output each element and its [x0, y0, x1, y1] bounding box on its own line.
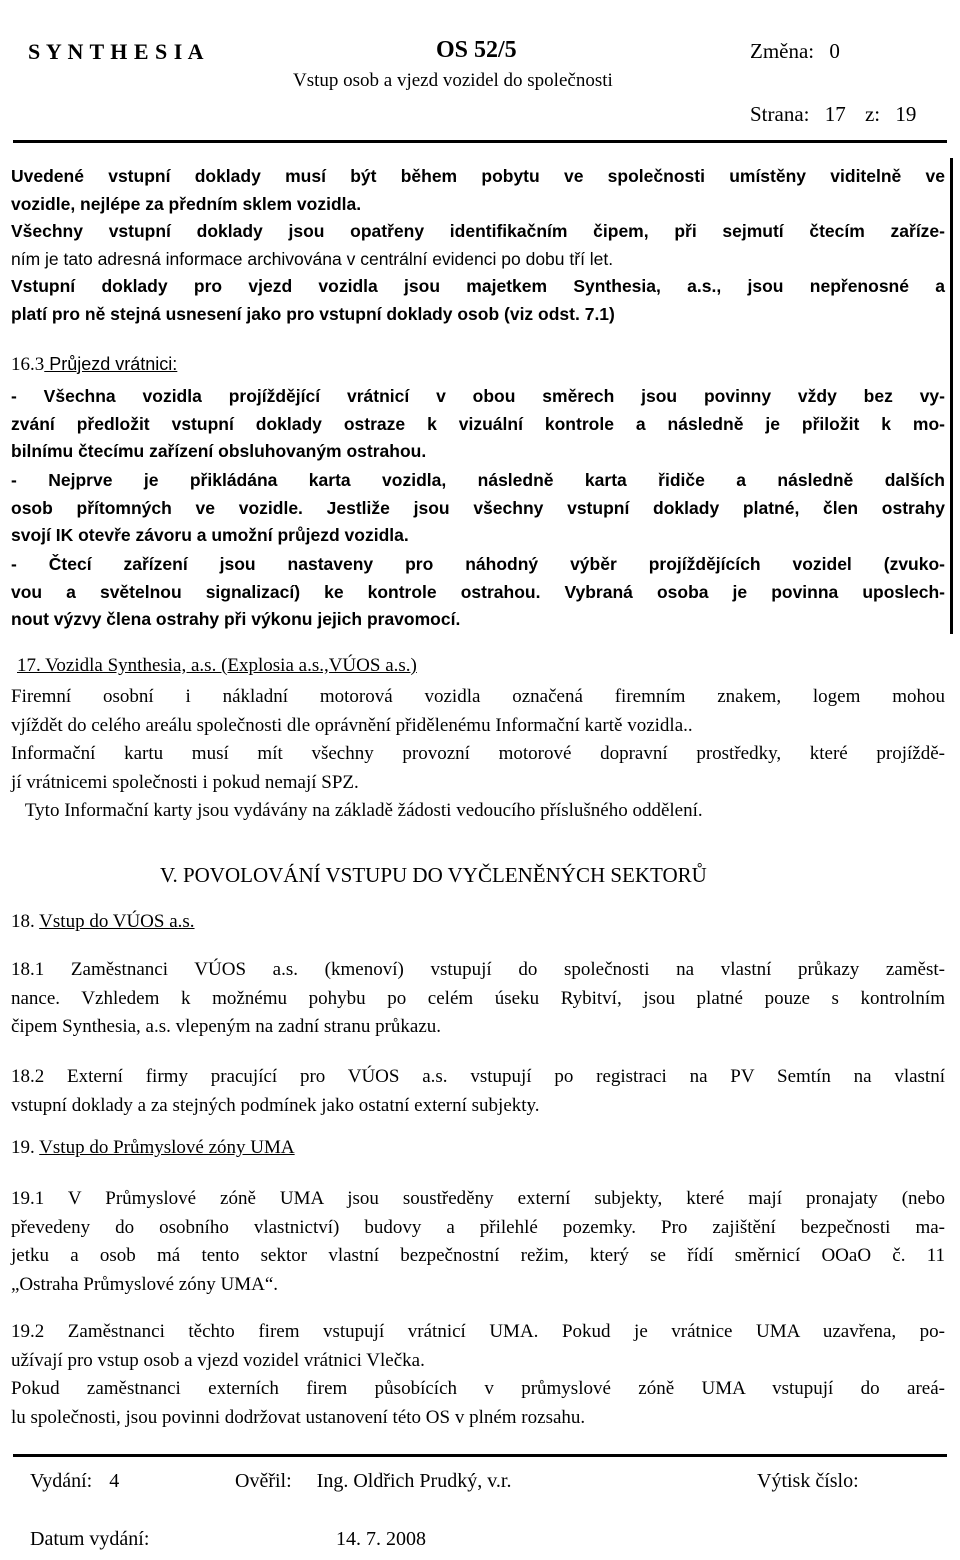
- text-line: 19.2 Zaměstnanci těchto firem vstupují vrátnicí UMA. Pokud je vrátnice UMA uzavřena, po-: [11, 1321, 945, 1342]
- bullet-1: [11, 383, 945, 466]
- text-line: vozidle, nejlépe za předním sklem vozidla.: [11, 193, 362, 214]
- change-field: [750, 39, 840, 64]
- issue-field: [30, 1470, 119, 1493]
- part-v-heading: V. POVOLOVÁNÍ VSTUPU DO VYČLENĚNÝCH SEKTORŮ: [160, 863, 707, 887]
- text-line: čipem Synthesia, a.s. vlepeným na zadní stranu průkazu.: [11, 1016, 442, 1037]
- text-line: 19.1 V Průmyslové zóně UMA jsou soustředěny externí subjekty, které mají pronajaty (nebo: [11, 1188, 945, 1209]
- text-line: 18.2 Externí firmy pracující pro VÚOS a.s. vstupují po registraci na PV Semtín na vlastní: [11, 1066, 945, 1087]
- change-value: 0: [829, 39, 840, 63]
- section-19-1: [11, 1185, 945, 1299]
- text-line: - Všechna vozidla projíždějící vrátnicí v obou směrech jsou povinny vždy bez vy-: [11, 386, 945, 406]
- date-value: 14. 7. 2008: [336, 1528, 426, 1550]
- issue-value: 4: [109, 1470, 120, 1492]
- section-17-paragraph: [11, 683, 945, 826]
- text-line: platí pro ně stejná usnesení jako pro vstupní doklady osob (viz odst. 7.1): [11, 303, 615, 324]
- text-line: Vstupní doklady pro vjezd vozidla jsou majetkem Synthesia, a.s., jsou nepřenosné a: [11, 276, 945, 296]
- section-heading: Průjezd vrátnici:: [44, 354, 178, 374]
- text-line: jí vrátnicemi společnosti i pokud nemají SPZ.: [11, 771, 359, 793]
- text-line: užívají pro vstup osob a vjezd vozidel vrátnici Vlečka.: [11, 1349, 425, 1371]
- verified-value: Ing. Oldřich Prudký, v.r.: [316, 1470, 512, 1492]
- text-line: Pokud zaměstnanci externích firem působících v průmyslové zóně UMA vstupují do areá-: [11, 1378, 945, 1399]
- bullet-3: [11, 551, 945, 634]
- doc-code: OS 52/5: [436, 37, 517, 63]
- header-rule: [13, 140, 947, 143]
- section-number: 16.3: [11, 354, 45, 375]
- text-line: Tyto Informační karty jsou vydávány na základě žádosti vedoucího příslušného oddělení.: [11, 800, 703, 821]
- text-line: Informační kartu musí mít všechny provozní motorové dopravní prostředky, které projíždě-: [11, 743, 945, 764]
- page-total: 19: [895, 102, 917, 126]
- text-line: vstupní doklady a za stejných podmínek jako ostatní externí subjekty.: [11, 1094, 540, 1116]
- text-line: nance. Vzhledem k možnému pohybu po celém úseku Rybitví, jsou platné pouze s kontrolním: [11, 987, 945, 1009]
- bullet-2: [11, 467, 945, 550]
- section-number: 18.: [11, 911, 35, 932]
- change-label: Změna:: [750, 39, 815, 63]
- text-line: jetku a osob má tento sektor vlastní bezpečnostní režim, který se řídí směrnicí OOaO č. 11: [11, 1245, 945, 1266]
- text-line: Uvedené vstupní doklady musí být během pobytu ve společnosti umístěny viditelně ve: [11, 166, 945, 186]
- verified-field: [235, 1470, 511, 1493]
- text-line: Všechny vstupní doklady jsou opatřeny identifikačním čipem, při sejmutí čtecím zaříze-: [11, 221, 945, 241]
- section-18-2: [11, 1063, 945, 1120]
- text-line: zvání předložit vstupní doklady ostraze k vizuální kontrole a následně je přiložit k mo-: [11, 413, 945, 434]
- text-line: Firemní osobní i nákladní motorová vozidla označená firemním znakem, logem mohou: [11, 686, 945, 707]
- page-number: 17: [824, 102, 846, 126]
- text-line: 18.1 Zaměstnanci VÚOS a.s. (kmenoví) vstupují do společnosti na vlastní průkazy zaměst-: [11, 959, 945, 980]
- section-16-3-heading: [11, 354, 177, 376]
- text-line: „Ostraha Průmyslové zóny UMA“.: [11, 1273, 279, 1295]
- section-title: Vstup do VÚOS a.s.: [39, 911, 195, 932]
- section-19-2: [11, 1318, 945, 1432]
- text-line: lu společnosti, jsou povinni dodržovat ustanovení této OS v plném rozsahu.: [11, 1406, 586, 1428]
- section-18-1: [11, 956, 945, 1042]
- page-field: [750, 102, 916, 127]
- intro-paragraph: [11, 163, 945, 328]
- date-field: [30, 1528, 149, 1551]
- copy-number-label: Výtisk číslo:: [757, 1470, 859, 1492]
- text-line: vou a světelnou signalizací) ke kontrole ostrahou. Vybraná osoba je povinna uposlech-: [11, 581, 945, 602]
- text-line: bilnímu čtecímu zařízení obsluhovaným ostrahou.: [11, 441, 427, 461]
- footer-rule: [13, 1454, 947, 1457]
- section-title: Vstup do Průmyslové zóny UMA: [39, 1137, 295, 1158]
- page-label: Strana:: [750, 102, 810, 126]
- text-line: nout výzvy člena ostrahy při výkonu jejich pravomocí.: [11, 609, 461, 629]
- text-line: vjíždět do celého areálu společnosti dle oprávnění přidělenému Informační kartě vozidla..: [11, 714, 693, 736]
- verified-label: Ověřil:: [235, 1470, 292, 1492]
- section-number: 19.: [11, 1137, 35, 1158]
- issue-label: Vydání:: [30, 1470, 93, 1492]
- company-name: S Y N T H E S I A: [28, 39, 205, 64]
- doc-title: Vstup osob a vjezd vozidel do společnosti: [293, 70, 613, 91]
- change-bar: [950, 158, 953, 634]
- section-17-heading: 17. Vozidla Synthesia, a.s. (Explosia a.s.,VÚOS a.s.): [17, 655, 417, 676]
- text-line: - Nejprve je přikládána karta vozidla, následně karta řidiče a následně dalších: [11, 470, 945, 490]
- text-line: osob přítomných ve vozidle. Jestliže jsou všechny vstupní doklady platné, člen ostrahy: [11, 497, 945, 518]
- page-of-label: z:: [864, 102, 881, 126]
- text-line: - Čtecí zařízení jsou nastaveny pro náhodný výběr projíždějících vozidel (zvuko-: [11, 554, 945, 574]
- section-19-heading: [11, 1137, 295, 1159]
- text-line: ním je tato adresná informace archivována v centrální evidenci po dobu tří let.: [11, 248, 614, 269]
- text-line: svojí IK otevře závoru a umožní průjezd vozidla.: [11, 525, 409, 545]
- date-label: Datum vydání:: [30, 1528, 150, 1550]
- section-18-heading: [11, 911, 195, 933]
- text-line: převedeny do osobního vlastnictví) budovy a přilehlé pozemky. Pro zajištění bezpečnosti ma-: [11, 1216, 945, 1238]
